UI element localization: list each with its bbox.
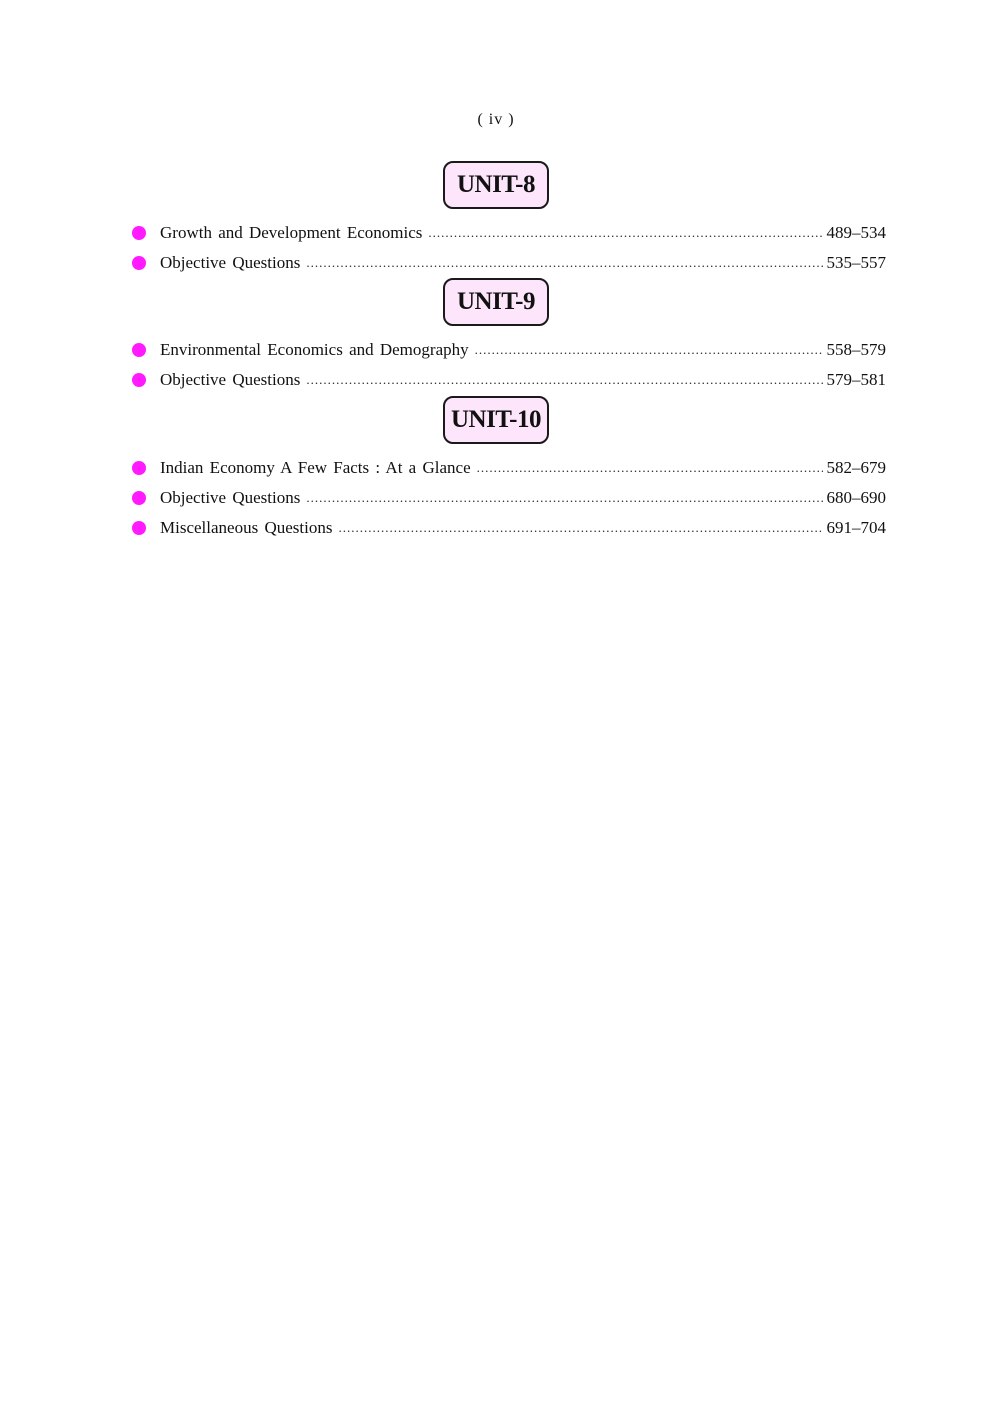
unit-8-section bbox=[0, 161, 992, 278]
dot-leader bbox=[306, 372, 822, 395]
toc-entry-pages: 558–579 bbox=[826, 340, 886, 359]
toc-entry-pages: 489–534 bbox=[826, 223, 886, 242]
dot-leader bbox=[306, 255, 822, 278]
bullet-icon bbox=[132, 256, 146, 270]
unit-10-section bbox=[0, 396, 992, 543]
toc-entry-title: Growth and Development Economics bbox=[160, 223, 423, 242]
toc-entry-title: Objective Questions bbox=[160, 370, 301, 389]
toc-entry-pages: 535–557 bbox=[826, 253, 886, 272]
bullet-icon bbox=[132, 461, 146, 475]
bullet-icon bbox=[132, 373, 146, 387]
toc-entry-title: Indian Economy A Few Facts : At a Glance bbox=[160, 458, 471, 477]
unit-heading: UNIT-9 bbox=[443, 278, 549, 326]
unit-heading: UNIT-8 bbox=[443, 161, 549, 209]
toc-entry-pages: 680–690 bbox=[826, 488, 886, 507]
toc-list bbox=[0, 218, 992, 278]
toc-list bbox=[0, 335, 992, 395]
toc-entry[interactable] bbox=[0, 335, 992, 365]
dot-leader bbox=[338, 520, 822, 543]
dot-leader bbox=[477, 460, 823, 483]
bullet-icon bbox=[132, 521, 146, 535]
bullet-icon bbox=[132, 226, 146, 240]
toc-entry[interactable] bbox=[0, 365, 992, 395]
toc-entry-title: Miscellaneous Questions bbox=[160, 518, 333, 537]
toc-list bbox=[0, 453, 992, 543]
toc-entry[interactable] bbox=[0, 513, 992, 543]
page-number: ( iv ) bbox=[477, 111, 515, 128]
toc-entry-title: Objective Questions bbox=[160, 253, 301, 272]
unit-heading: UNIT-10 bbox=[443, 396, 549, 444]
toc-entry[interactable] bbox=[0, 453, 992, 483]
bullet-icon bbox=[132, 343, 146, 357]
bullet-icon bbox=[132, 491, 146, 505]
toc-entry[interactable] bbox=[0, 483, 992, 513]
toc-entry-pages: 579–581 bbox=[826, 370, 886, 389]
toc-entry-pages: 582–679 bbox=[826, 458, 886, 477]
dot-leader bbox=[428, 225, 822, 248]
toc-entry-pages: 691–704 bbox=[826, 518, 886, 537]
toc-entry-title: Environmental Economics and Demography bbox=[160, 340, 469, 359]
dot-leader bbox=[475, 342, 823, 365]
unit-9-section bbox=[0, 278, 992, 395]
dot-leader bbox=[306, 490, 822, 513]
toc-entry-title: Objective Questions bbox=[160, 488, 301, 507]
toc-entry[interactable] bbox=[0, 218, 992, 248]
toc-entry[interactable] bbox=[0, 248, 992, 278]
